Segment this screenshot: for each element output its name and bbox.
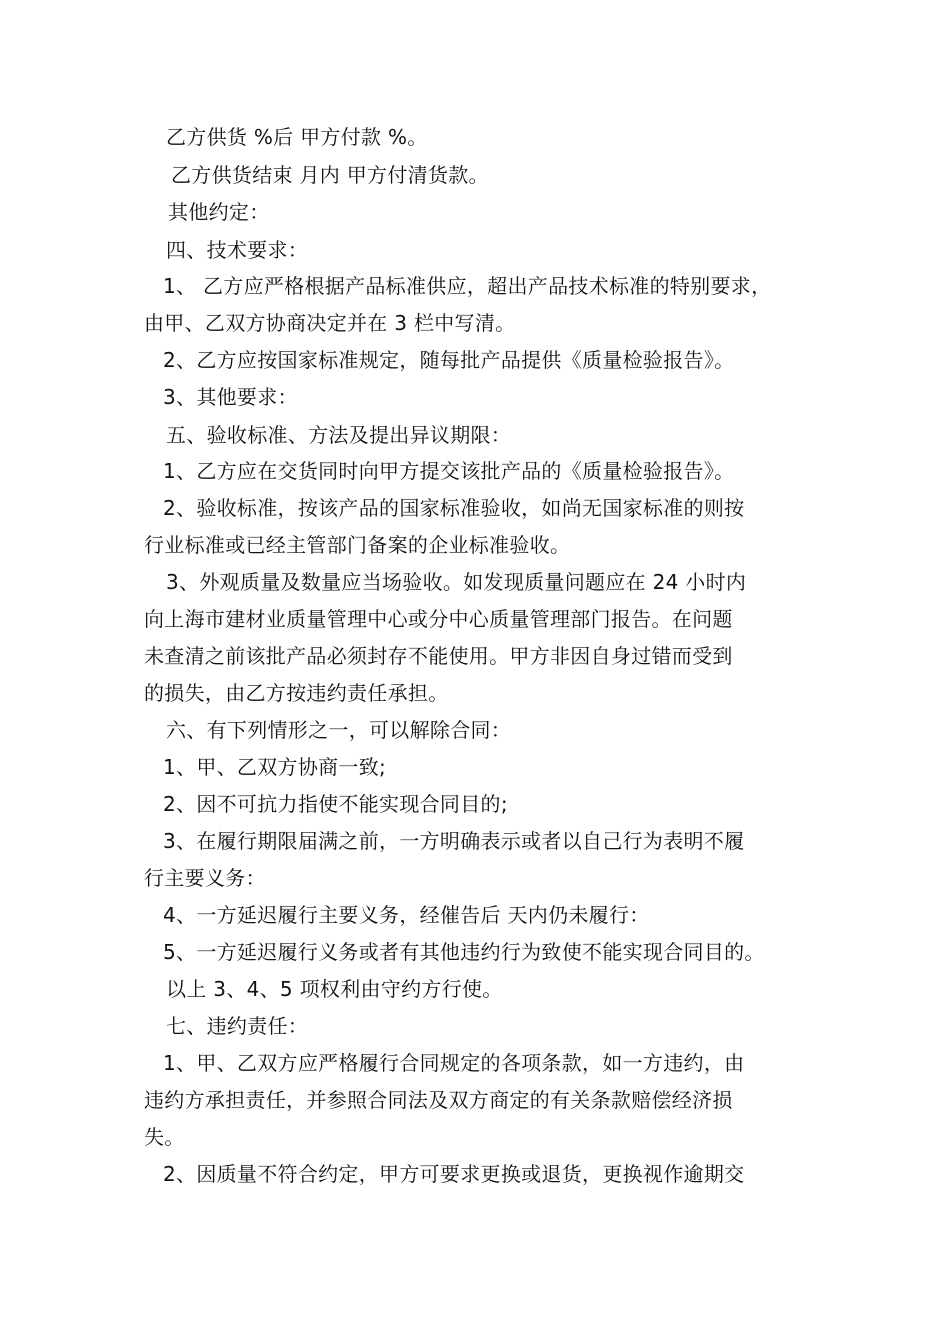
text-line: 3、外观质量及数量应当场验收。如发现质量问题应在 24 小时内 <box>166 570 747 594</box>
text-line: 的损失，由乙方按违约责任承担。 <box>144 681 449 705</box>
text-line: 1、乙方应在交货同时向甲方提交该批产品的《质量检验报告》。 <box>163 459 735 483</box>
text-line: 违约方承担责任，并参照合同法及双方商定的有关条款赔偿经济损 <box>144 1088 733 1112</box>
text-line: 由甲、乙双方协商决定并在 3 栏中写清。 <box>144 311 516 335</box>
text-line: 1、甲、乙双方应严格履行合同规定的各项条款，如一方违约，由 <box>163 1051 745 1075</box>
text-line: 乙方供货结束 月内 甲方付清货款。 <box>171 163 489 187</box>
section-heading: 六、有下列情形之一，可以解除合同： <box>166 718 512 742</box>
section-heading: 七、违约责任： <box>166 1014 309 1038</box>
text-line: 行业标准或已经主管部门备案的企业标准验收。 <box>144 533 571 557</box>
text-line: 2、因质量不符合约定，甲方可要求更换或退货，更换视作逾期交 <box>163 1162 745 1186</box>
text-line: 2、验收标准，按该产品的国家标准验收，如尚无国家标准的则按 <box>163 496 745 520</box>
section-heading: 四、技术要求： <box>166 238 309 262</box>
text-line: 3、其他要求： <box>163 385 298 409</box>
text-line: 乙方供货 %后 甲方付款 %。 <box>166 125 428 149</box>
section-heading: 五、验收标准、方法及提出异议期限： <box>166 423 512 447</box>
text-line: 5、一方延迟履行义务或者有其他违约行为致使不能实现合同目的。 <box>163 940 765 964</box>
text-line: 向上海市建材业质量管理中心或分中心质量管理部门报告。在问题 <box>144 607 733 631</box>
text-line: 1、 乙方应严格根据产品标准供应，超出产品技术标准的特别要求， <box>163 274 772 298</box>
text-line: 失。 <box>144 1125 185 1149</box>
text-line: 其他约定： <box>168 200 270 224</box>
text-line: 未查清之前该批产品必须封存不能使用。甲方非因自身过错而受到 <box>144 644 733 668</box>
text-line: 以上 3、4、5 项权利由守约方行使。 <box>166 977 503 1001</box>
text-line: 3、在履行期限届满之前，一方明确表示或者以自己行为表明不履 <box>163 829 745 853</box>
text-line: 2、因不可抗力指使不能实现合同目的; <box>163 792 508 816</box>
text-line: 4、一方延迟履行主要义务，经催告后 天内仍未履行： <box>163 903 650 927</box>
text-line: 行主要义务： <box>144 866 266 890</box>
text-line: 2、乙方应按国家标准规定，随每批产品提供《质量检验报告》。 <box>163 348 735 372</box>
text-line: 1、甲、乙双方协商一致; <box>163 755 387 779</box>
